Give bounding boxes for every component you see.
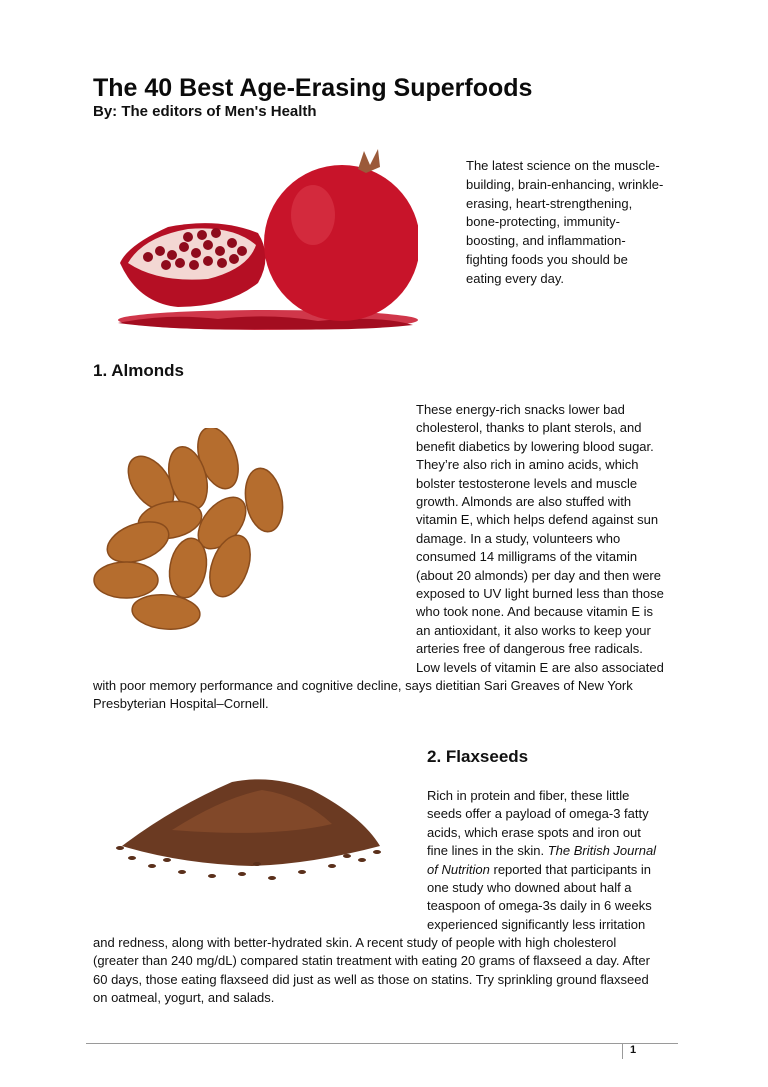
text-line: vitamin E, which helps defend against sun [416, 512, 659, 528]
intro-line: boosting, and inflammation- [466, 233, 626, 249]
text-line: growth. Almonds are also stuffed with [416, 494, 632, 510]
almonds-image [88, 428, 293, 638]
text-line: Rich in protein and fiber, these little [427, 788, 630, 803]
footer-rule [86, 1043, 678, 1044]
intro-line: bone-protecting, immunity- [466, 214, 620, 230]
text-line: acids, which erase spots and iron out [427, 824, 641, 840]
text-line: benefit diabetics by lowering blood sugar. [416, 438, 654, 454]
intro-line: eating every day. [466, 270, 565, 286]
journal-title: of Nutrition [427, 861, 490, 877]
intro-line: erasing, heart-strengthening, [466, 195, 633, 211]
text-line: cholesterol, thanks to plant sterols, and [416, 420, 642, 436]
text-line: 60 days, those eating flaxseed did just as well as those on statins. Try sprinkling ground flaxseed [93, 971, 649, 987]
text-line: experienced significantly less irritation [427, 916, 646, 932]
document-title: The 40 Best Age-Erasing Superfoods [93, 74, 533, 102]
page-number-divider [622, 1043, 623, 1059]
intro-line: fighting foods you should be [466, 251, 628, 267]
flaxseeds-column-text [427, 787, 656, 934]
almonds-full-width-text [93, 677, 633, 714]
text-line: (about 20 almonds) per day and then were [416, 567, 661, 583]
section-heading-almonds: 1. Almonds [93, 361, 184, 380]
byline: By: The editors of Men's Health [93, 103, 317, 120]
text-line: with poor memory performance and cognitive decline, says dietitian Sari Greaves of New York [93, 678, 633, 693]
intro-paragraph [466, 157, 686, 289]
text-line: damage. In a study, volunteers who [416, 530, 621, 546]
text-line: seeds offer a payload of omega-3 fatty [427, 806, 649, 822]
text-line: They’re also rich in amino acids, which [416, 457, 639, 473]
intro-line: building, brain-enhancing, wrinkle- [466, 176, 664, 192]
text-line: consumed 14 milligrams of the vitamin [416, 549, 638, 565]
flaxseeds-full-width-text [93, 934, 650, 1008]
text-line: one study who downed about half a [427, 880, 632, 896]
text-line: These energy-rich snacks lower bad [416, 402, 625, 417]
text-line: who took none. And because vitamin E is [416, 604, 654, 620]
pomegranate-image [108, 145, 418, 335]
section-heading-flaxseeds: 2. Flaxseeds [427, 747, 529, 766]
text-line: and redness, along with better-hydrated skin. A recent study of people with high cholesterol [93, 935, 617, 950]
text-line: on oatmeal, yogurt, and salads. [93, 990, 275, 1006]
almonds-column-text [416, 401, 664, 677]
page-number: 1 [630, 1044, 637, 1056]
text-line: Presbyterian Hospital–Cornell. [93, 696, 269, 712]
text-line: exposed to UV light burned less than those [416, 586, 664, 602]
text-line: arteries free of dangerous free radicals. [416, 641, 643, 657]
text-segment: fine lines in the skin. [427, 843, 548, 859]
journal-title: The British Journal [547, 843, 657, 859]
flaxseeds-image [112, 768, 387, 888]
text-line [427, 861, 656, 879]
text-line: teaspoon of omega-3s daily in 6 weeks [427, 898, 652, 914]
text-line: bolster testosterone levels and muscle [416, 475, 638, 491]
intro-line: The latest science on the muscle- [466, 158, 660, 173]
text-line: an antioxidant, it also works to keep your [416, 622, 651, 638]
text-line: (greater than 240 mg/dL) compared statin treatment with eating 20 grams of flaxseed a day. After [93, 953, 650, 969]
text-segment: reported that participants in [489, 861, 652, 877]
text-line [427, 842, 656, 860]
text-line: Low levels of vitamin E are also associated [416, 659, 664, 675]
